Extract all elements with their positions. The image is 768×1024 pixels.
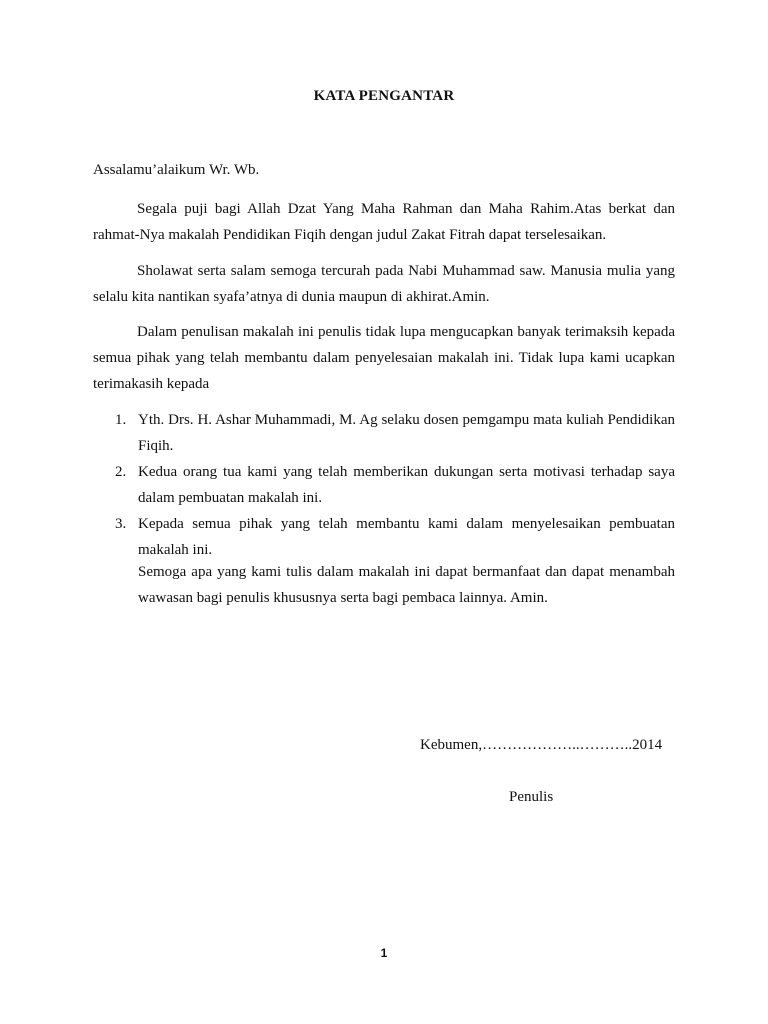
signer: Penulis <box>509 789 554 805</box>
paragraph-opening: Segala puji bagi Allah Dzat Yang Maha Rahman dan Maha Rahim.Atas berkat dan rahmat-Nya makalah Pendidikan Fiqih dengan judul Zakat Fitrah dapat terselesaikan. <box>93 201 675 243</box>
list-item <box>93 459 675 511</box>
page-title: KATA PENGANTAR <box>313 88 455 104</box>
list-item <box>93 511 675 563</box>
greeting: Assalamu’alaikum Wr. Wb. <box>93 162 260 178</box>
thanks-list <box>93 407 675 563</box>
list-item-number: 3. <box>115 516 127 532</box>
list-item-number: 2. <box>115 464 127 480</box>
paragraph-sholawat: Sholawat serta salam semoga tercurah pada Nabi Muhammad saw. Manusia mulia yang selalu kita nantikan syafa’atnya di dunia maupun di akhirat.Amin. <box>93 263 675 305</box>
list-item <box>93 407 675 459</box>
place-date: Kebumen,………………..………..2014 <box>420 737 663 753</box>
closing-paragraph: Semoga apa yang kami tulis dalam makalah ini dapat bermanfaat dan dapat menambah wawasan bagi penulis khususnya serta bagi pembaca lainnya. Amin. <box>138 564 675 606</box>
list-item-number: 1. <box>115 412 127 428</box>
list-item-text: Kepada semua pihak yang telah membantu kami dalam menyelesaikan pembuatan makalah ini. <box>138 516 675 558</box>
paragraph-thanks: Dalam penulisan makalah ini penulis tidak lupa mengucapkan banyak terimaksih kepada semua pihak yang telah membantu dalam penyelesaian makalah ini. Tidak lupa kami ucapkan terimakasih kepada <box>93 324 675 392</box>
page-number: 1 <box>380 946 388 960</box>
list-item-text: Kedua orang tua kami yang telah memberikan dukungan serta motivasi terhadap saya dalam pembuatan makalah ini. <box>138 464 675 506</box>
list-item-text: Yth. Drs. H. Ashar Muhammadi, M. Ag selaku dosen pemgampu mata kuliah Pendidikan Fiqih. <box>138 412 675 454</box>
